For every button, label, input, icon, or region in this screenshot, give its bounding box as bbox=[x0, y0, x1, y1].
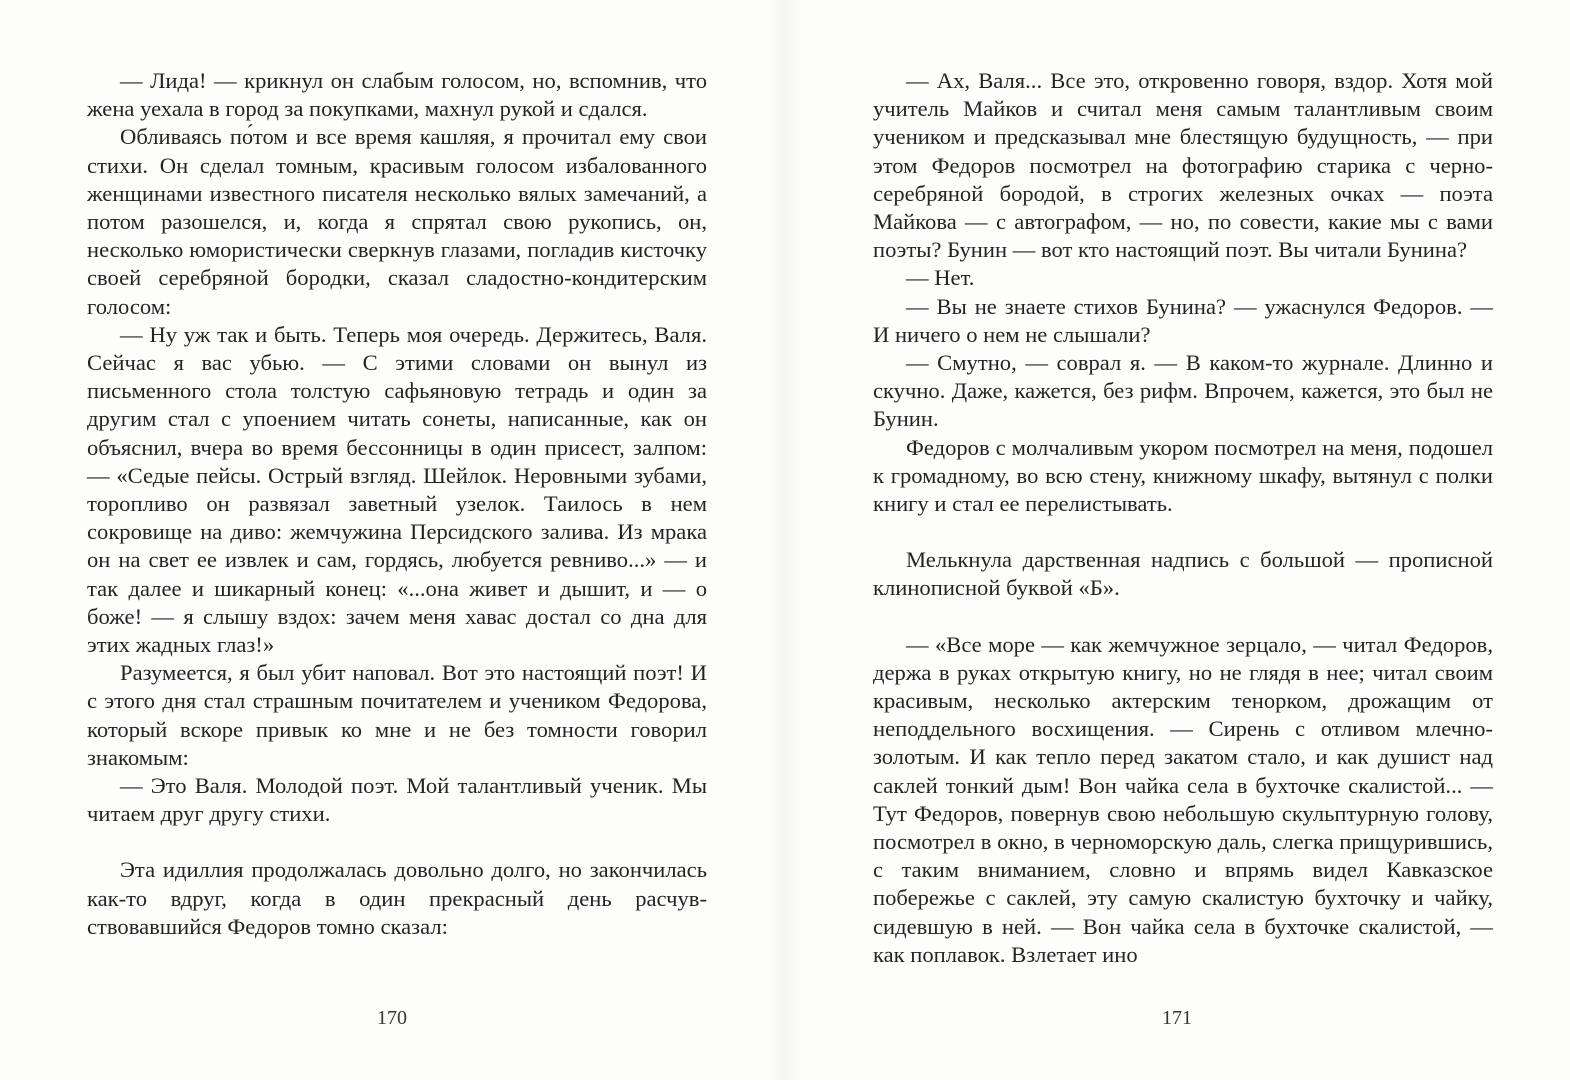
left-page bbox=[87, 67, 707, 941]
left-paragraph-4: Разумеется, я был убит наповал. Вот это настоящий поэт! И с этого дня стал страшным почитателем и учеником Федорова, который вскоре привык ко мне и не без томности говорил знакомым: bbox=[87, 660, 707, 770]
right-paragraph-5: Федоров с молчаливым укором посмотрел на меня, подошел к громадному, во всю стену, книжному шкафу, вытянул с полки книгу и стал ее перелистывать. bbox=[873, 434, 1493, 517]
right-paragraph-1: — Ах, Валя... Все это, откровенно говоря, вздор. Хотя мой учитель Майков и считал меня самым талантливым своим учеником и предсказывал мне блестящую будущность, — при этом Федоров посмотрел на фотографию старика с черно-серебряной бородой, в строгих железных очках — поэта Майкова — с автографом, — но, по совести, какие мы с вами поэты? Бунин — вот кто настоящий поэт. Вы читали Бунина? bbox=[873, 68, 1493, 263]
right-paragraph-4: — Смутно, — соврал я. — В каком-то журнале. Длинно и скучно. Даже, кажется, без рифм. Впрочем, кажется, это был не Бунин. bbox=[873, 350, 1493, 432]
right-page bbox=[873, 67, 1493, 969]
left-paragraph-1: — Лида! — крикнул он слабым голосом, но, вспомнив, что жена уехала в город за покупками, махнул рукой и сдался. bbox=[87, 68, 707, 122]
left-page-number: 170 bbox=[377, 1007, 407, 1029]
gutter-shadow bbox=[770, 0, 800, 1080]
right-paragraph-2: — Нет. bbox=[906, 265, 975, 291]
left-paragraph-5: — Это Валя. Молодой поэт. Мой талантливый ученик. Мы читаем друг другу стихи. bbox=[87, 773, 707, 827]
left-paragraph-3: — Ну уж так и быть. Теперь моя очередь. Держитесь, Валя. Сейчас я вас убью. — С этими словами он вынул из письменного стола толстую сафьяновую тетрадь и один за другим стал с упоением читать сонеты, написанные, как он объяснил, вчера во время бессонницы в один присест, залпом: — «Седые пейсы. Острый взгляд. Шейлок. Неровными зубами, торопливо он развязал заветный узелок. Таилось в нем сокровище на диво: жемчужина Персидского залива. Из мрака он на свет ее извлек и сам, гордясь, любуется ревниво...» — и так далее и шикарный конец: «...она живет и дышит, и — о боже! — я слышу вздох: зачем меня хавас достал со дна для этих жадных глаз!» bbox=[87, 321, 707, 658]
right-page-number: 171 bbox=[1162, 1007, 1192, 1029]
left-paragraph-2: Обливаясь по́том и все время кашляя, я прочитал ему свои стихи. Он сделал томным, красивым голосом избалованного женщинами известного писателя несколько вялых замечаний, а потом разошелся, и, когда я спрятал свою рукопись, он, несколько юмористически сверкнув глазами, погладив кисточку своей серебряной бородки, сказал сладостно-кондитерским голосом: bbox=[87, 124, 707, 319]
right-paragraph-7: — «Все море — как жемчужное зерцало, — читал Федоров, держа в руках открытую книгу, но не глядя в нее; читал своим красивым, несколько актерским тенорком, дрожащим от неподдельного восхищения. — Сирень с отливом млечно-золотым. И как тепло перед закатом стало, и как душист над саклей тонкий дым! Вон чайка села в бухточке скалистой... — Тут Федоров, повернув свою небольшую скульптурную голову, посмотрел в окно, в черноморскую даль, слегка прищурившись, с таким вниманием, словно и впрямь видел Кавказское побережье с саклей, эту самую скалистую бухточку и чайку, сидевшую в ней. — Вон чайка села в бухточке скалистой, — как поплавок. Взлетает ино bbox=[873, 631, 1493, 967]
right-paragraph-6: Мелькнула дарственная надпись с большой — прописной клинописной буквой «Б». bbox=[873, 547, 1493, 601]
left-paragraph-6: Эта идиллия продолжалась довольно долго, но закончилась как-то вдруг, когда в один прекрасный день расчувствовавшийся Федоров томно сказал: bbox=[87, 857, 707, 939]
right-paragraph-3: — Вы не знаете стихов Бунина? — ужаснулся Федоров. — И ничего о нем не слышали? bbox=[873, 293, 1493, 347]
